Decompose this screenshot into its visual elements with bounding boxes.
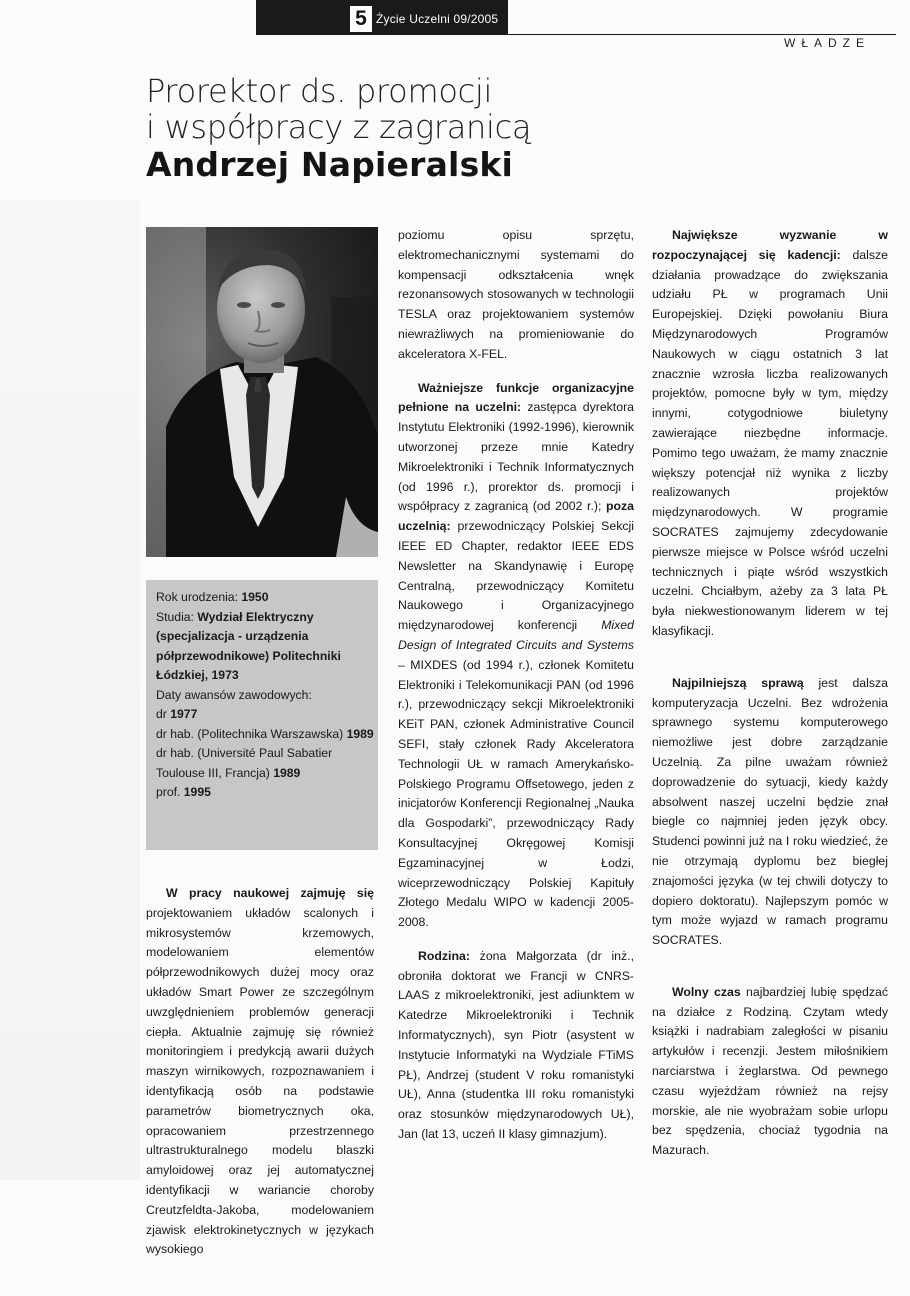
bio-dr — [156, 705, 374, 725]
urgent-text: jest dalsza komputeryzacja Uczelni. Bez wdrożenia sprawnego systemu komputerowego niemożliwe jest dobre zarządzanie Uczelnią. Za pilne uważam również doprowadzenie do sytuacji, kiedy każdy absolwent naszej uczelni będzie znał biegle co najmniej jeden język obcy. Studenci powinni już na I roku wiedzieć, że nie otrzymają dyplomu bez biegłej znajomości języka (w tej chwili dotyczy to dopiero doktoratu). Najlepszym pomóc w tym może wyjazd w ramach programu SOCRATES. — [652, 675, 888, 948]
bio-facts — [156, 588, 374, 803]
functions-lead-outside: poza uczelnią: — [398, 499, 634, 534]
free-time-text: najbardziej lubię spędzać na działce z Rodziną. Czytam wtedy książki i nadrabiam zaległości w pisaniu artykułów i recenzji. Jestem miłośnikiem narciarstwa i żeglarstwa. Od pewnego czasu wyjeżdżam również na rejsy morskie, ale nie wyobrażam sobie urlopu bez spędzenia, chociaż tygodnia na Mazurach. — [652, 984, 888, 1158]
bio-prof — [156, 783, 374, 803]
bio-degrees-label: Daty awansów zawodowych: — [156, 687, 312, 702]
page-number: 5 — [350, 6, 372, 32]
family-lead: Rodzina: — [418, 948, 470, 963]
family-text: żona Małgorzata (dr inż., obroniła doktorat we Francji w CNRS-LAAS z mikroelektroniki, jest adiunktem w Katedrze Mikroelektroniki i Technik Informatycznych), syn Piotr (asystent w Instytucie Informatyki na Wydziale FTiMS PŁ), Andrzej (student V roku romanistyki UŁ), Anna (studentka III roku romanistyki oraz stosunków międzynarodowych UŁ), Jan (lat 13, uczeń II klasy gimnazjum). — [398, 948, 634, 1142]
research-continuation: poziomu opisu sprzętu, elektromechanicznymi systemami do kompensacji odkształcenia wnęk rezonansowych stosowanych w technologii TESLA oraz projektowaniem systemów niewrażliwych na promieniowanie do akceleratora X-FEL. — [398, 228, 634, 361]
article-title-line2: i współpracy z zagranicą — [146, 108, 532, 146]
urgent-paragraph — [652, 674, 888, 951]
header-rule — [256, 34, 896, 35]
section-label: WŁADZE — [784, 36, 871, 50]
bio-dr-label: dr — [156, 707, 171, 721]
bio-drhab-warsaw-year: 1989 — [346, 726, 374, 741]
challenge-lead: Największe wyzwanie w rozpoczynającej się kadencji: — [652, 228, 888, 262]
bio-dr-year: 1977 — [170, 707, 198, 721]
column-1 — [146, 884, 374, 1260]
bio-drhab-warsaw-label: dr hab. (Politechnika Warszawska) — [156, 726, 347, 741]
column-2 — [398, 226, 634, 1145]
functions-text-3: – MIXDES (od 1994 r.), członek Komitetu Elektroniki i Telekomunikacji PAN (od 1996 r.), przewodniczący sekcji Mikroelektroniki KEiT PAN, członek Administrative Council SEFI, stały członek Rady Akceleratora Technologii UŁ w ramach Amerykańsko-Polskiego Programu Offsetowego, jeden z inicjatorów Konferencji Regionalnej „Nauka dla Gospodarki”, przewodniczący Rady Konsultacyjnej Okręgowej Komisji Egzaminacyjnej w Łodzi, wiceprzewodniczący Polskiej Kapituły Złotego Medalu WIPO w kadencji 2005-2008. — [398, 657, 634, 930]
bio-birth-year: 1950 — [241, 590, 269, 604]
functions-text-2: przewodniczący Polskiej Sekcji IEEE ED Chapter, redaktor IEEE EDS Newsletter na Skandynawię i Europę Centralną, przewodniczący Komitetu Naukowego i Organizacyjnego międzynarodowej konferencji — [398, 519, 634, 633]
portrait-photo — [146, 227, 378, 557]
functions-lead: Ważniejsze funkcje organizacyjne pełnione na uczelni: — [398, 380, 634, 415]
bio-birth-label: Rok urodzenia: — [156, 590, 242, 604]
free-time-lead: Wolny czas — [672, 984, 741, 999]
bio-drhab-toulouse-year: 1989 — [273, 765, 301, 780]
portrait-illustration — [146, 227, 378, 557]
article-person-name: Andrzej Napieralski — [146, 145, 514, 184]
bio-drhab-toulouse-label: dr hab. (Université Paul Sabatier Toulouse III, Francja) — [156, 746, 333, 780]
research-lead: W pracy naukowej zajmuję się — [166, 886, 374, 900]
publication-title: Życie Uczelni 09/2005 — [376, 12, 499, 26]
urgent-lead: Najpilniejszą sprawą — [672, 675, 804, 690]
bio-studies — [156, 608, 374, 686]
bio-studies-label: Studia: — [156, 609, 198, 624]
column-3 — [652, 226, 888, 1161]
bio-prof-year: 1995 — [183, 785, 211, 799]
functions-paragraph — [398, 379, 634, 933]
bio-drhab-toulouse — [156, 744, 374, 783]
conference-name: Mixed Design of Integrated Circuits and Systems — [398, 618, 634, 652]
bio-studies-value: Wydział Elektryczny (specjalizacja - urządzenia półprzewodnikowe) Politechniki Łódzkiej, 1973 — [156, 609, 341, 682]
bio-birth — [156, 588, 374, 608]
bio-prof-label: prof. — [156, 785, 184, 799]
functions-text-1: zastępca dyrektora Instytutu Elektroniki (1992-1996), kierownik utworzonej przeze mnie Katedry Mikroelektroniki i Technik Informatycznych (od 1996 r.), prorektor ds. promocji i współpracy z zagranicą (od 2002 r.); — [398, 400, 634, 514]
research-text: projektowaniem układów scalonych i mikrosystemów krzemowych, modelowaniem elementów półprzewodnikowych dużej mocy oraz układów Smart Power ze szczególnym uwzględnieniem problemów generacji ciepła. Aktualnie zajmuję się również monitoringiem i predykcją awarii dużych maszyn wirnikowych, rozpoznawaniem i identyfikacją osób na podstawie parametrów biometrycznych oka, opracowaniem przestrzennego ultrastrukturalnego modelu blaszki amyloidowej oraz jej automatycznej identyfikacji w wariancie choroby Creutzfeldta-Jakoba, modelowaniem zjawisk elektrokinetycznych w językach wysokiego — [146, 905, 374, 1257]
bleed-through-shade — [0, 200, 140, 1180]
bio-drhab-warsaw — [156, 725, 374, 745]
free-time-paragraph — [652, 983, 888, 1161]
research-paragraph — [146, 884, 374, 1260]
family-paragraph — [398, 947, 634, 1145]
challenge-paragraph — [652, 226, 888, 642]
article-title-line1: Prorektor ds. promocji — [146, 72, 493, 110]
challenge-text: dalsze działania prowadzące do zwiększania udziału PŁ w programach Unii Europejskiej. Dzięki powołaniu Biura Międzynarodowych Programów Naukowych w ciągu ostatnich 3 lat znacznie wzrosła liczba realizowanych projektów, pomocne były w tym, między innymi, cotygodniowe biuletyny zawierające niezbędne informacje. Pomimo tego uważam, że mamy znacznie większy potencjał niż wynika z liczby realizowanych projektów międzynarodowych. W programie SOCRATES zajmujemy zdecydowanie pierwsze miejsce w Polsce wśród uczelni technicznych i piąte wśród wszystkich uczelni. Chciałbym, ażeby za 3 lata PŁ była niekwestionowanym liderem w tej klasyfikacji. — [652, 247, 888, 638]
